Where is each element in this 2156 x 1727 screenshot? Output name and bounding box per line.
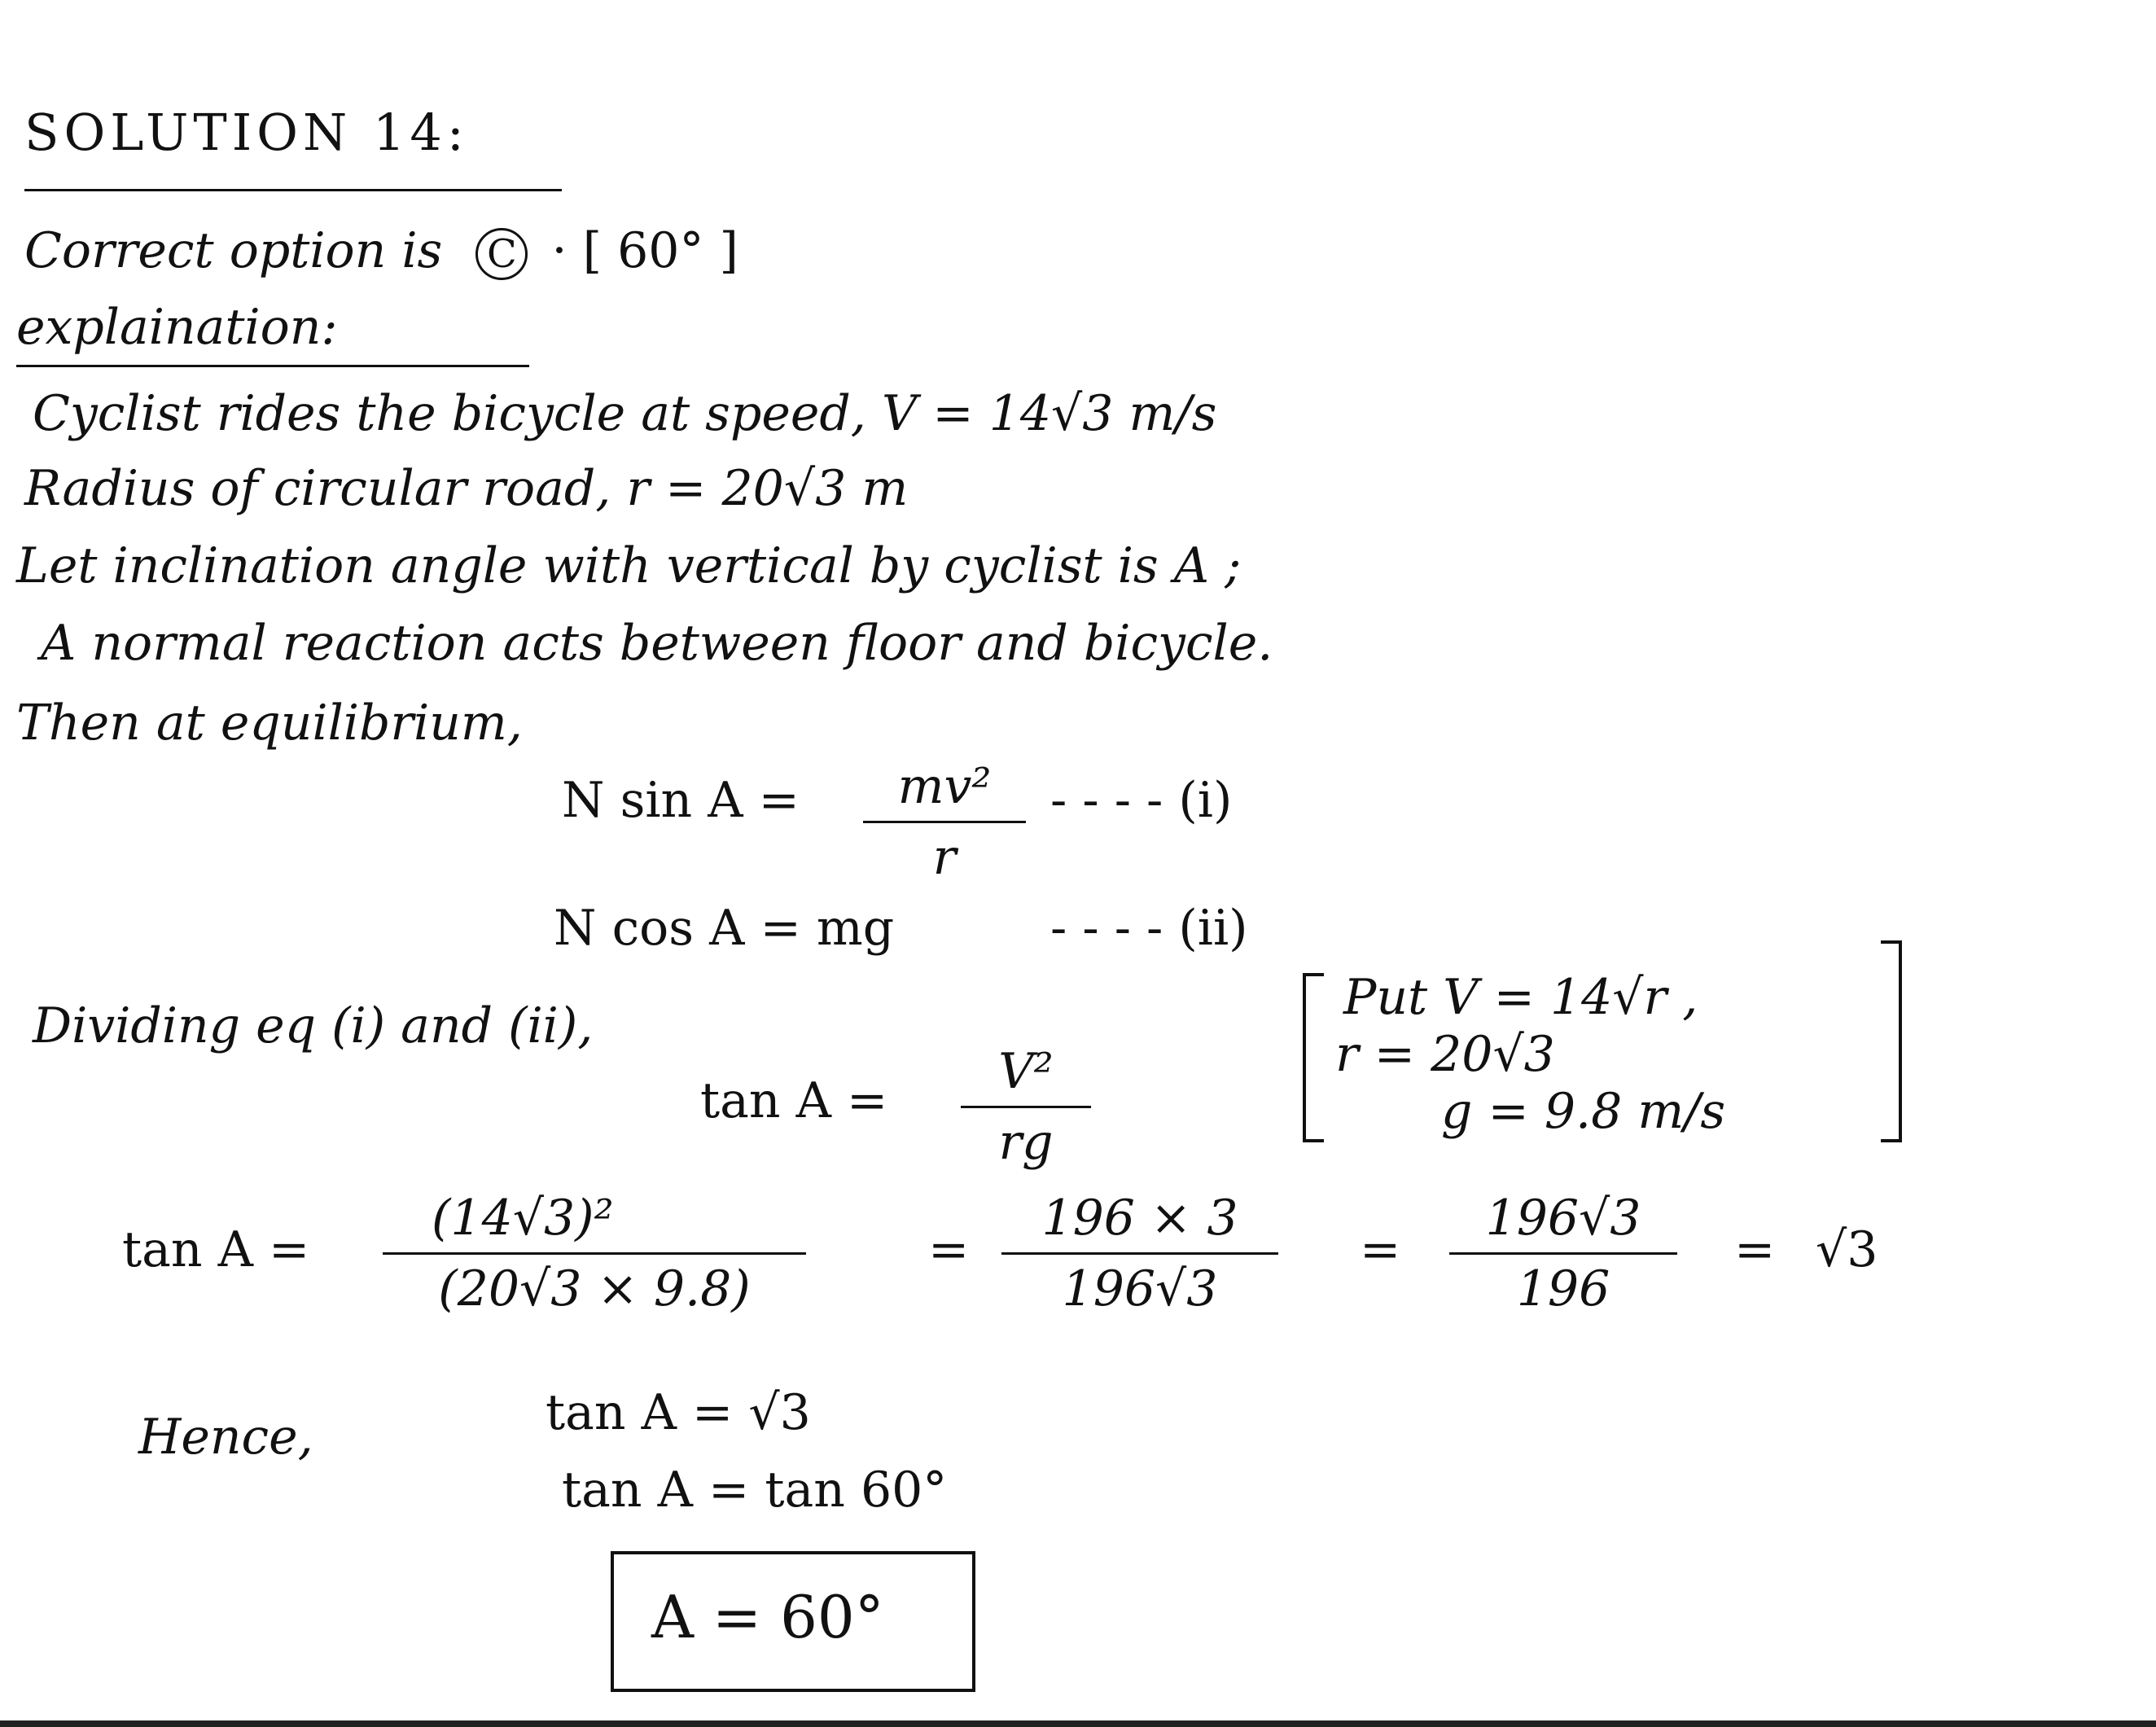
angle-line: Let inclination angle with vertical by cyclist is A ;: [16, 537, 1242, 594]
calc-f1-bar: [383, 1252, 806, 1255]
option-circle: C: [475, 228, 528, 280]
heading-underline: [24, 189, 562, 191]
normal-reaction-line: A normal reaction acts between floor and bicycle.: [41, 615, 1273, 672]
final-answer: A = 60°: [651, 1583, 884, 1651]
calc-equals-a: =: [928, 1221, 970, 1278]
eq3-fraction: [961, 1042, 1091, 1172]
page-bottom-edge: [0, 1720, 2156, 1727]
eq3-numerator: V²: [998, 1043, 1054, 1100]
calc-f1-numerator: (14√3)²: [432, 1190, 614, 1247]
eq3-denominator: rg: [998, 1114, 1054, 1171]
given-v: Put V = 14√r ,: [1343, 969, 1698, 1026]
calc-f1-denominator: (20√3 × 9.8): [438, 1260, 751, 1317]
answer-prefix: Correct option is: [24, 222, 443, 279]
answer-value: · [ 60° ]: [551, 222, 738, 279]
eq3-fraction-bar: [961, 1106, 1091, 1108]
eq1-tag: - - - - (i): [1050, 772, 1233, 829]
hence-label: Hence,: [138, 1409, 313, 1466]
equilibrium-line: Then at equilibrium,: [16, 695, 523, 752]
calc-fraction-1: [383, 1189, 806, 1318]
eq2-text: N cos A = mg: [554, 900, 895, 957]
radius-line: Radius of circular road, r = 20√3 m: [24, 460, 909, 517]
left-bracket: [1303, 973, 1324, 1142]
eq1-fraction: [863, 757, 1026, 887]
explanation-label: explaination:: [16, 299, 338, 356]
answer-line: [24, 222, 738, 280]
eq1-numerator: mv²: [897, 758, 992, 815]
calc-f3-numerator: 196√3: [1485, 1190, 1641, 1247]
calc-fraction-3: [1449, 1189, 1677, 1318]
calc-lhs: tan A =: [122, 1221, 310, 1278]
calc-f2-bar: [1001, 1252, 1278, 1255]
hence-line-1: tan A = √3: [546, 1384, 811, 1441]
explanation-underline: [16, 365, 529, 367]
calc-f2-numerator: 196 × 3: [1041, 1190, 1238, 1247]
eq1-fraction-bar: [863, 821, 1026, 823]
calc-f2-denominator: 196√3: [1062, 1260, 1218, 1317]
dividing-line: Dividing eq (i) and (ii),: [33, 997, 594, 1054]
eq2-tag: - - - - (ii): [1050, 900, 1248, 957]
eq1-denominator: r: [932, 829, 957, 886]
solution-heading: SOLUTION 14:: [24, 103, 469, 162]
calc-fraction-2: [1001, 1189, 1278, 1318]
right-bracket: [1881, 940, 1902, 1142]
calc-f3-denominator: 196: [1516, 1260, 1610, 1317]
calc-f3-bar: [1449, 1252, 1677, 1255]
hence-line-2: tan A = tan 60°: [562, 1462, 948, 1519]
speed-line: Cyclist rides the bicycle at speed, V = 14√3 m/s: [33, 385, 1217, 442]
calc-equals-b: =: [1360, 1221, 1401, 1278]
calc-equals-c: =: [1734, 1221, 1776, 1278]
calc-result: √3: [1816, 1221, 1878, 1278]
given-g: g = 9.8 m/s: [1441, 1083, 1726, 1140]
given-r: r = 20√3: [1335, 1026, 1555, 1083]
eq3-lhs: tan A =: [700, 1072, 888, 1129]
eq1-lhs: N sin A =: [562, 772, 800, 829]
